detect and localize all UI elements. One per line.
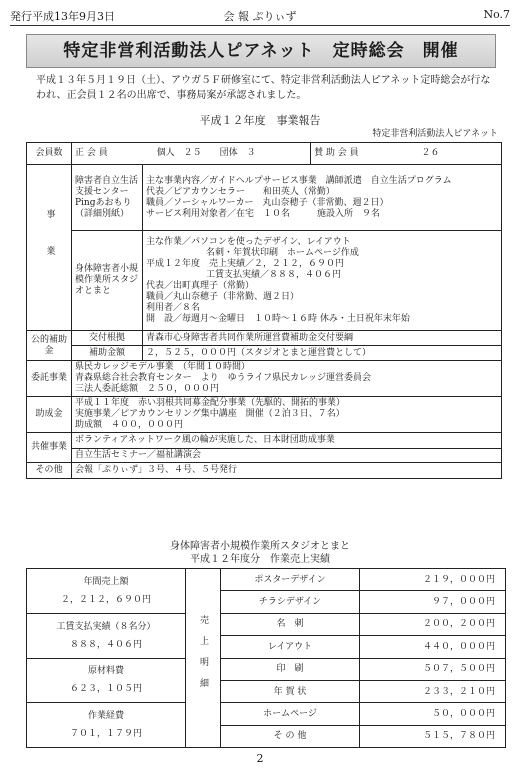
regular-label: 正 会 員 — [75, 148, 108, 158]
grant-label: 助成金 — [27, 397, 72, 433]
work-expense: 作業経費 ７０１，１７９円 — [27, 703, 186, 748]
sales-item-value: ２００，２００円 — [360, 613, 506, 635]
studio-name: 身体障害者小規模作業所スタジオとまと — [72, 231, 143, 331]
issue-date: 発行平成13年9月3日 — [10, 10, 115, 23]
commission-label: 委託事業 — [27, 361, 72, 397]
sales-table — [26, 568, 506, 748]
headline-banner: 特定非営利活動法人ピアネット 定時総会 開催 — [26, 34, 496, 68]
members-label: 会員数 — [27, 143, 72, 165]
joint-label: 共催事業 — [27, 433, 72, 463]
detail-label: 売上明細 — [186, 569, 221, 748]
other-label: その他 — [27, 463, 72, 479]
studio-details: 主な作業／パソコンを使ったデザイン、レイアウト 名刺・年賀状印刷 ホームページ作成 平成１２年度 売上実績／２，２１２，６９０円 工賃支払実績／８８８，４０６円 代表／出町真理子（常勤） 職員／丸山奈穂子（非常勤、週２日） 利用者／８名 開 設／毎週月～金曜日 １０時～１６時 休み・土日祝年末年始 — [143, 231, 502, 331]
report-org: 特定非営利活動法人ピアネット — [372, 129, 498, 139]
subsidy-basis-label: 交付根拠 — [72, 331, 143, 346]
business-label: 事業 — [27, 165, 72, 331]
sales-item-name: 年 賀 状 — [221, 680, 360, 702]
wage-payment: 工賃支払実績（８名分） ８８８，４０６円 — [27, 613, 186, 658]
center-name: 障害者自立生活支援センター Pingあおもり（詳細別紙） — [72, 165, 143, 231]
commission-details: 県民カレッジモデル事業 （年間１０時間） 青森県総合社会教育センター より ゆうライフ県民カレッジ運営委員会 三法人委託総額 ２５０，０００円 — [72, 361, 502, 397]
joint-details: ボランティアネットワーク風の輪が実施した、日本財団助成事業 自立生活セミナー／福祉講演会 — [72, 433, 502, 463]
header-rule — [10, 25, 510, 26]
sales-item-value: ９７，０００円 — [360, 591, 506, 613]
sales-item-name: 名 刺 — [221, 613, 360, 635]
subsidy-amount-label: 補助金額 — [72, 346, 143, 361]
sales-item-value: ５０７，５００円 — [360, 658, 506, 680]
sales-item-name: チラシデザイン — [221, 591, 360, 613]
sales-item-value: ２１９，０００円 — [360, 569, 506, 591]
intro-paragraph: 平成１３年５月１９日（土）、アウガ５Ｆ研修室にて、特定非営利活動法人ピアネット定時総会が行なわれ、正会員１２名の出席で、事務局案が承認されました。 — [36, 75, 491, 101]
issue-number: No.7 — [483, 8, 510, 21]
members-regular — [72, 143, 311, 165]
page-header — [10, 8, 510, 24]
sales-item-name: ポスターデザイン — [221, 569, 360, 591]
sales-item-value: ４４０，０００円 — [360, 636, 506, 658]
sales-item-name: 印 刷 — [221, 658, 360, 680]
subsidy-basis: 青森市心身障害者共同作業所運営費補助金交付要綱 — [143, 331, 502, 346]
sales-item-value: ２３３，２１０円 — [360, 680, 506, 702]
material-cost: 原材料費 ６２３，１０５円 — [27, 658, 186, 703]
supporting-value: ２６ — [421, 148, 440, 158]
regular-value: 個人 ２５ 団体 ３ — [156, 148, 256, 158]
sales-item-name: そ の 他 — [221, 725, 360, 747]
supporting-label: 賛 助 会 員 — [314, 148, 359, 158]
sales-item-value: ５０，０００円 — [360, 703, 506, 725]
members-supporting — [311, 143, 502, 165]
business-report-table — [26, 142, 502, 479]
center-details: 主な事業内容／ガイドヘルプサービス事業 講師派遣 自立生活プログラム 代表／ピアカウンセラー 和田英人（常勤） 職員／ソーシャルワーカー 丸山奈穂子（非常勤、週２日） サービス利用対象者／在宅 １０名 施設入所 ９名 — [143, 165, 502, 231]
sales-title: 身体障害者小規模作業所スタジオとまと 平成１２年度分 作業売上実績 — [170, 541, 350, 565]
grant-details: 平成１１年度 赤い羽根共同募金配分事業（先駆的、開拓的事業） 実施事業／ピアカウンセリング集中講座 開催（２泊３日、７名） 助成額 ４００，０００円 — [72, 397, 502, 433]
subsidy-amount: ２，５２５，０００円（スタジオとまと運営費として） — [143, 346, 502, 361]
sales-item-name: ホームページ — [221, 703, 360, 725]
newsletter-name: 会 報 ぷりぃず — [223, 10, 297, 23]
sales-item-name: レイアウト — [221, 636, 360, 658]
subsidy-label: 公的補助金 — [27, 331, 72, 361]
sales-item-value: ５１５，７８０円 — [360, 725, 506, 747]
other-details: 会報「ぷりぃず」３号、４号、５号発行 — [72, 463, 502, 479]
report-title: 平成１２年度 事業報告 — [199, 114, 321, 127]
page-number: 2 — [256, 752, 264, 765]
annual-sales: 年間売上額 ２，２１２，６９０円 — [27, 569, 186, 614]
